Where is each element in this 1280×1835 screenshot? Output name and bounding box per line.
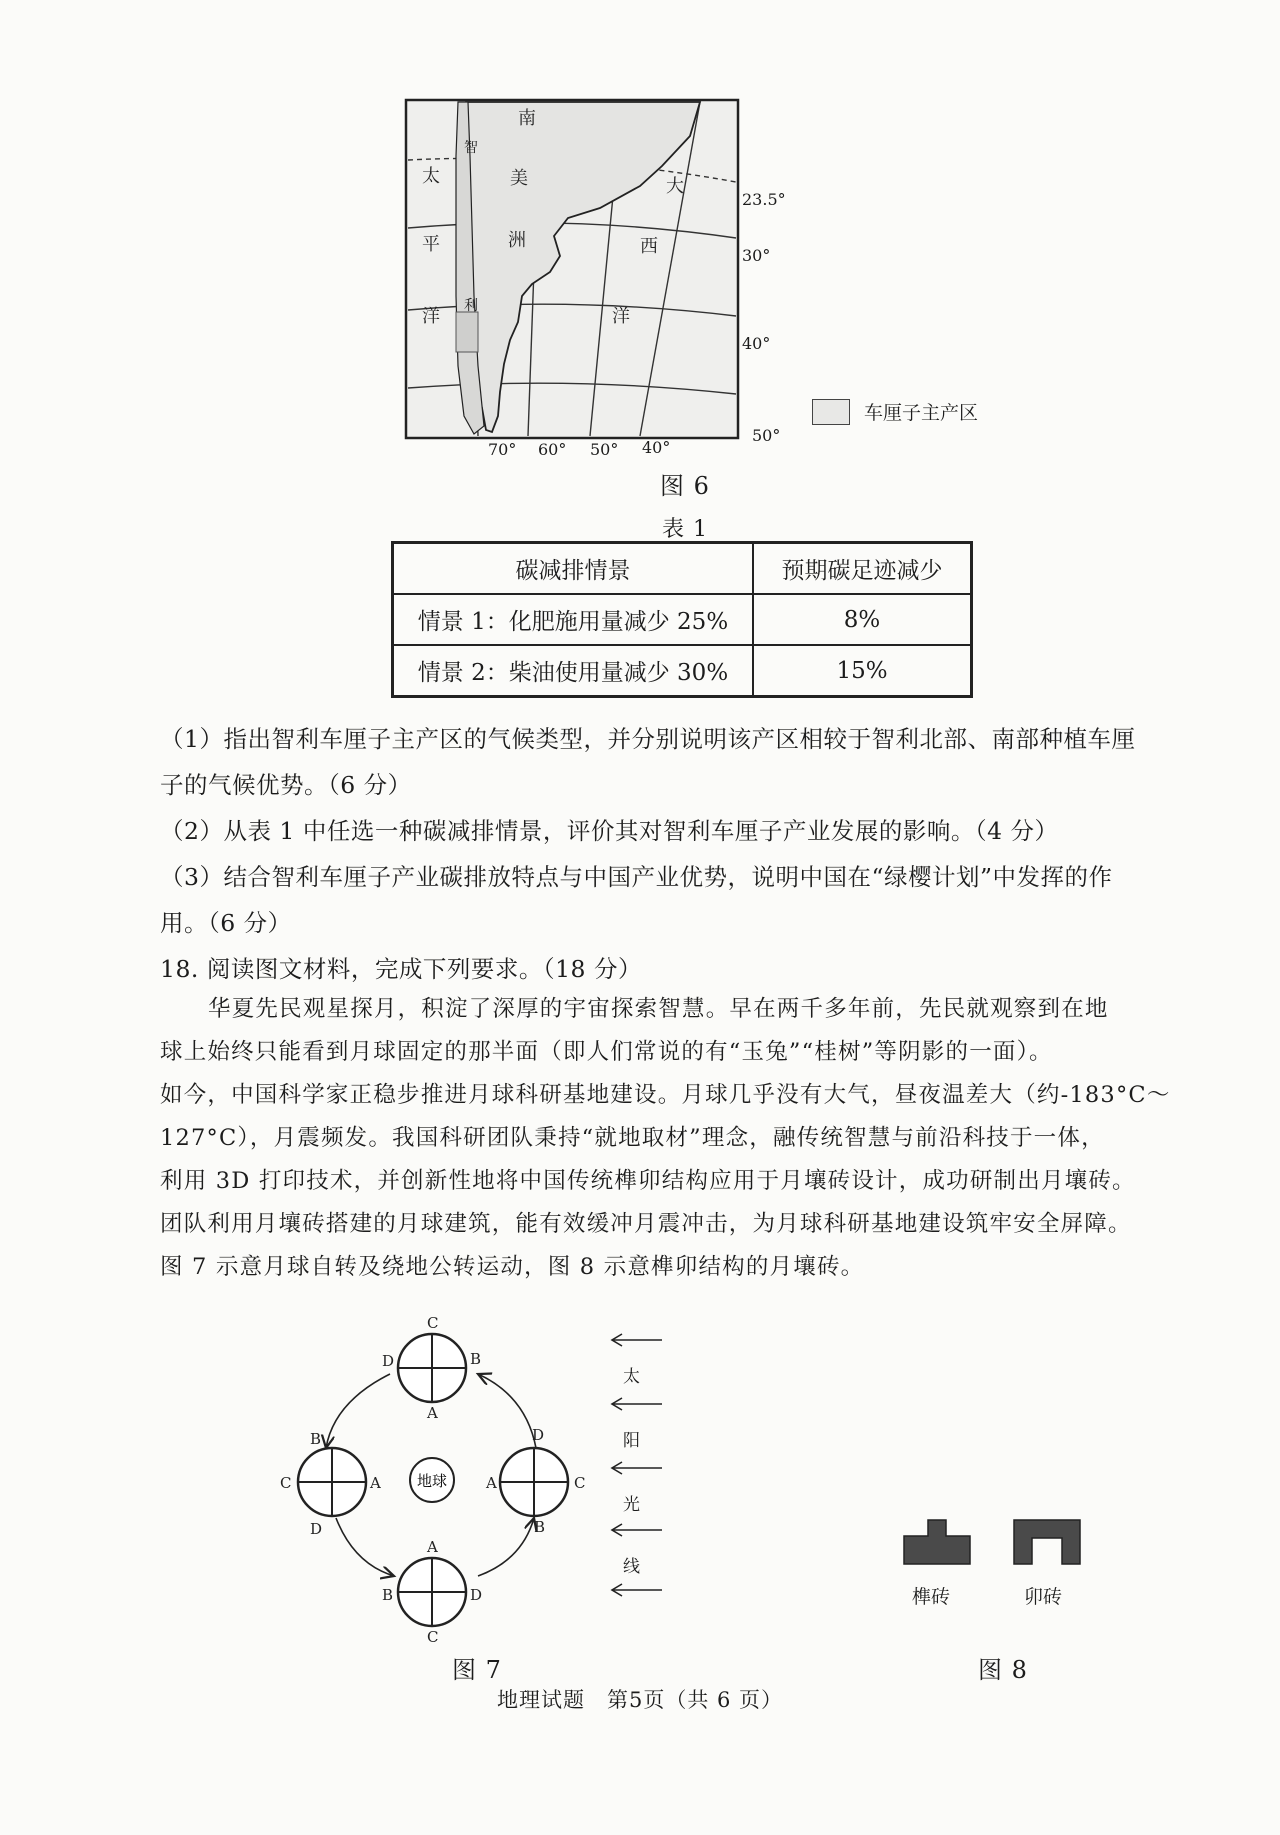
letter-a: A [486, 1474, 497, 1492]
label-ping: 平 [422, 234, 440, 255]
sunlight-arrows [600, 1334, 680, 1604]
letter-d: D [532, 1426, 545, 1444]
letter-a: A [427, 1404, 438, 1422]
mortise-label: 卯砖 [1024, 1586, 1063, 1608]
question-1-line-1: （1）指出智利车厘子主产区的气候类型，并分别说明该产区相较于智利北部、南部种植车厘 [160, 725, 1136, 753]
lat-label-40: 40° [742, 334, 771, 353]
letter-d: D [382, 1352, 395, 1370]
lat-label-23: 23.5° [742, 190, 786, 209]
lon-label-50: 50° [590, 440, 619, 459]
table-header-row [393, 543, 972, 595]
label-tai: 太 [422, 166, 440, 187]
lon-label-70: 70° [488, 440, 517, 459]
letter-c: C [280, 1474, 292, 1492]
question-2: （2）从表 1 中任选一种碳减排情景，评价其对智利车厘子产业发展的影响。（4 分） [160, 817, 1059, 845]
moon-right [500, 1448, 568, 1516]
table-cell: 情景 2：柴油使用量减少 30% [393, 645, 754, 697]
question-3-line-1: （3）结合智利车厘子产业碳排放特点与中国产业优势，说明中国在“绿樱计划”中发挥的作 [160, 863, 1113, 891]
passage-line: 华夏先民观星探月，积淀了深厚的宇宙探索智慧。早在两千多年前，先民就观察到在地 [208, 996, 1109, 1022]
passage-line: 如今，中国科学家正稳步推进月球科研基地建设。月球几乎没有大气，昼夜温差大（约-183°C～ [160, 1082, 1171, 1108]
moon-top [398, 1334, 466, 1402]
lon-label-40: 40° [642, 438, 671, 457]
table-header: 碳减排情景 [393, 543, 754, 595]
table-cell: 8% [753, 594, 972, 645]
passage-line: 图 7 示意月球自转及绕地公转运动，图 8 示意榫卯结构的月壤砖。 [160, 1254, 865, 1280]
table-cell: 15% [753, 645, 972, 697]
figure-8-caption: 图 8 [978, 1656, 1028, 1684]
label-zhi: 智 [464, 140, 478, 156]
letter-b: B [470, 1350, 482, 1368]
tenon-brick [902, 1518, 972, 1566]
lon-label-60: 60° [538, 440, 567, 459]
question-18-title: 18. 阅读图文材料，完成下列要求。（18 分） [160, 955, 642, 983]
map-legend [812, 398, 978, 425]
letter-a: A [427, 1538, 438, 1556]
sunlight-char: 阳 [623, 1431, 640, 1451]
label-yang-right: 洋 [612, 306, 630, 327]
letter-d: D [470, 1586, 483, 1604]
legend-label: 车厘子主产区 [864, 402, 979, 424]
label-yang-left: 洋 [422, 306, 440, 327]
earth-label: 地球 [416, 1472, 448, 1490]
legend-swatch [812, 399, 850, 425]
label-da: 大 [666, 176, 684, 197]
label-li: 利 [464, 298, 478, 314]
label-xi: 西 [640, 236, 658, 257]
table-header: 预期碳足迹减少 [753, 543, 972, 595]
letter-b: B [310, 1430, 322, 1448]
label-zhou: 洲 [508, 230, 526, 251]
letter-c: C [427, 1314, 439, 1332]
question-1-line-2: 子的气候优势。（6 分） [160, 771, 412, 799]
letter-a: A [370, 1474, 381, 1492]
letter-b: B [382, 1586, 394, 1604]
label-mei: 美 [510, 168, 528, 189]
mortise-brick [1012, 1518, 1082, 1566]
lat-label-30: 30° [742, 246, 771, 265]
table-cell: 情景 1：化肥施用量减少 25% [393, 594, 754, 645]
lat-label-50: 50° [752, 426, 781, 445]
passage-line: 球上始终只能看到月球固定的那半面（即人们常说的有“玉兔”“桂树”等阴影的一面）。 [160, 1039, 1053, 1065]
passage-line: 127°C），月震频发。我国科研团队秉持“就地取材”理念，融传统智慧与前沿科技于一体， [160, 1125, 1105, 1151]
letter-c: C [574, 1474, 586, 1492]
tenon-label: 榫砖 [912, 1586, 951, 1608]
letter-d: D [310, 1520, 323, 1538]
table-row [393, 645, 972, 697]
table-1-caption: 表 1 [662, 517, 708, 542]
moon-bottom [398, 1558, 466, 1626]
table-1 [391, 541, 973, 698]
label-nan: 南 [518, 108, 536, 129]
sunlight-char: 光 [623, 1495, 640, 1515]
earth [410, 1458, 454, 1502]
moon-left [298, 1448, 366, 1516]
sunlight-char: 太 [623, 1367, 640, 1387]
sunlight-char: 线 [623, 1557, 640, 1577]
question-3-line-2: 用。（6 分） [160, 909, 292, 937]
figure-6-map [400, 96, 750, 460]
letter-b: B [534, 1518, 546, 1536]
figure-6-caption: 图 6 [660, 472, 710, 500]
letter-c: C [427, 1628, 439, 1646]
passage-line: 团队利用月壤砖搭建的月球建筑，能有效缓冲月震冲击，为月球科研基地建设筑牢安全屏障。 [160, 1211, 1132, 1237]
page-footer: 地理试题 第5页（共 6 页） [496, 1688, 784, 1712]
passage-line: 利用 3D 打印技术，并创新性地将中国传统榫卯结构应用于月壤砖设计，成功研制出月壤砖。 [160, 1168, 1136, 1194]
cherry-region [456, 312, 478, 352]
figure-7-caption: 图 7 [452, 1656, 502, 1684]
table-row [393, 594, 972, 645]
passage [160, 988, 1240, 1289]
